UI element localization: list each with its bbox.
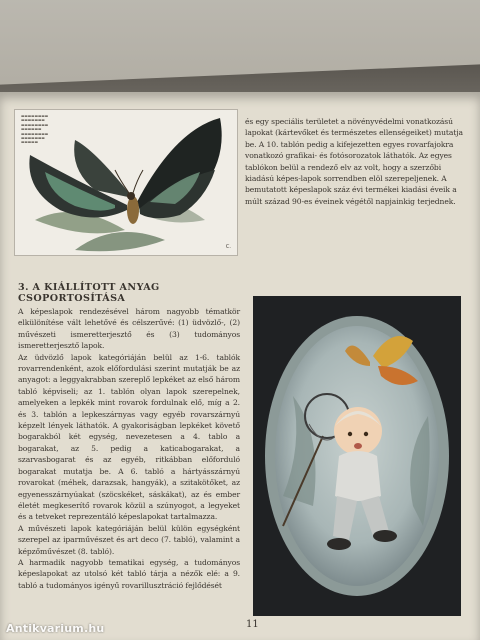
paragraph: A képeslapok rendezésével három nagyobb tématkör elkülönítése vált lehetővé és célszerűvé: (1) üdvözlő-, (2) művészeti ismeretterjesztő és (3) tudományos ismeretterjesztő lapok. — [18, 307, 240, 351]
paragraph: A művészeti lapok kategóriáján belül külön egységként szerepel az iparművészet és art deco (7. tabló), valamint a képzőművészet (8. tabló). — [18, 523, 240, 556]
postcard-caption: C. — [225, 244, 231, 250]
watermark: Antikvarium.hu — [6, 622, 105, 635]
left-column-text — [18, 306, 240, 591]
child-butterfly-net-icon — [253, 296, 461, 616]
page-number: 11 — [246, 619, 259, 630]
right-column-paragraph: és egy speciális területet a növényvédelmi vonatkozású lapokat (kártevőket és természetes ellenségeiket) mutatja be. A 10. tablón pedig a kifejezetten egyes rovarfajokra vonatkozó grafikai- és fotósorozatok láthatók. Az egyes tablókon belül a rendező elv az volt, hogy a szerzőbi kiadású képes-lapok sorrendben elöl szerepeljenek. A bemutatott képeslapok száz évi termékei kiadási éveik a múlt század 90-es éveinek végétől napjainkig terjednek. — [245, 117, 463, 206]
section-heading: 3. A KIÁLLÍTOTT ANYAG CSOPORTOSÍTÁSA — [18, 282, 160, 304]
paragraph: A harmadik nagyobb tematikai egység, a tudományos képeslapokat az utolsó két tabló tárja a nézők elé: a 9. tabló a tudományos igényű rovarillusztráció fejlődését — [18, 557, 240, 590]
paragraph: Az üdvözlő lapok kategóriáján belül az 1-6. tablók rovarrendenként, azok előfordulási szerint mutatják be az anyagot: a leggyakrabban szereplő lepkéket az első három tabló képviseli; az 1. tablón olyan lapok szerepelnek, amelyeken a lepkék mint rovarok fordulnak elő, míg a 2. és 3. tablón a lepkeszárnyas vagy egyéb rovarszárnyú képzelt lények láthatók. A gyakoriságban lepkéket követő bogarakból két egység, nevezetesen a 4. tablo a bogarakat, az 5. pedig a katicabogarakat, a szarvasbogarat és az egyéb, ritkábban előforduló bogarakat mutatja be. A 6. tabló a hártyásszárnyú rovarokat (méhek, darazsak, hangyák), a szitakötőket, az egyenesszárnyúakat (szöcskéket, sáskákat), az és ember életét megkeserítő rovarok közül a szúnyogot, a legyeket és a tetveket reprezentáló képeslapokat tartalmazza. — [18, 352, 240, 522]
child-with-net-illustration — [253, 296, 461, 616]
postcard-text-block: ▬▬▬▬▬▬▬▬ ▬▬▬▬▬▬▬ ▬▬▬▬▬▬▬▬ ▬▬▬▬▬▬ ▬▬▬▬▬▬▬▬ ▬▬▬▬▬▬▬ ▬▬▬▬▬ — [21, 114, 49, 145]
butterfly-icon — [15, 110, 237, 255]
butterfly-postcard-image — [14, 109, 238, 256]
